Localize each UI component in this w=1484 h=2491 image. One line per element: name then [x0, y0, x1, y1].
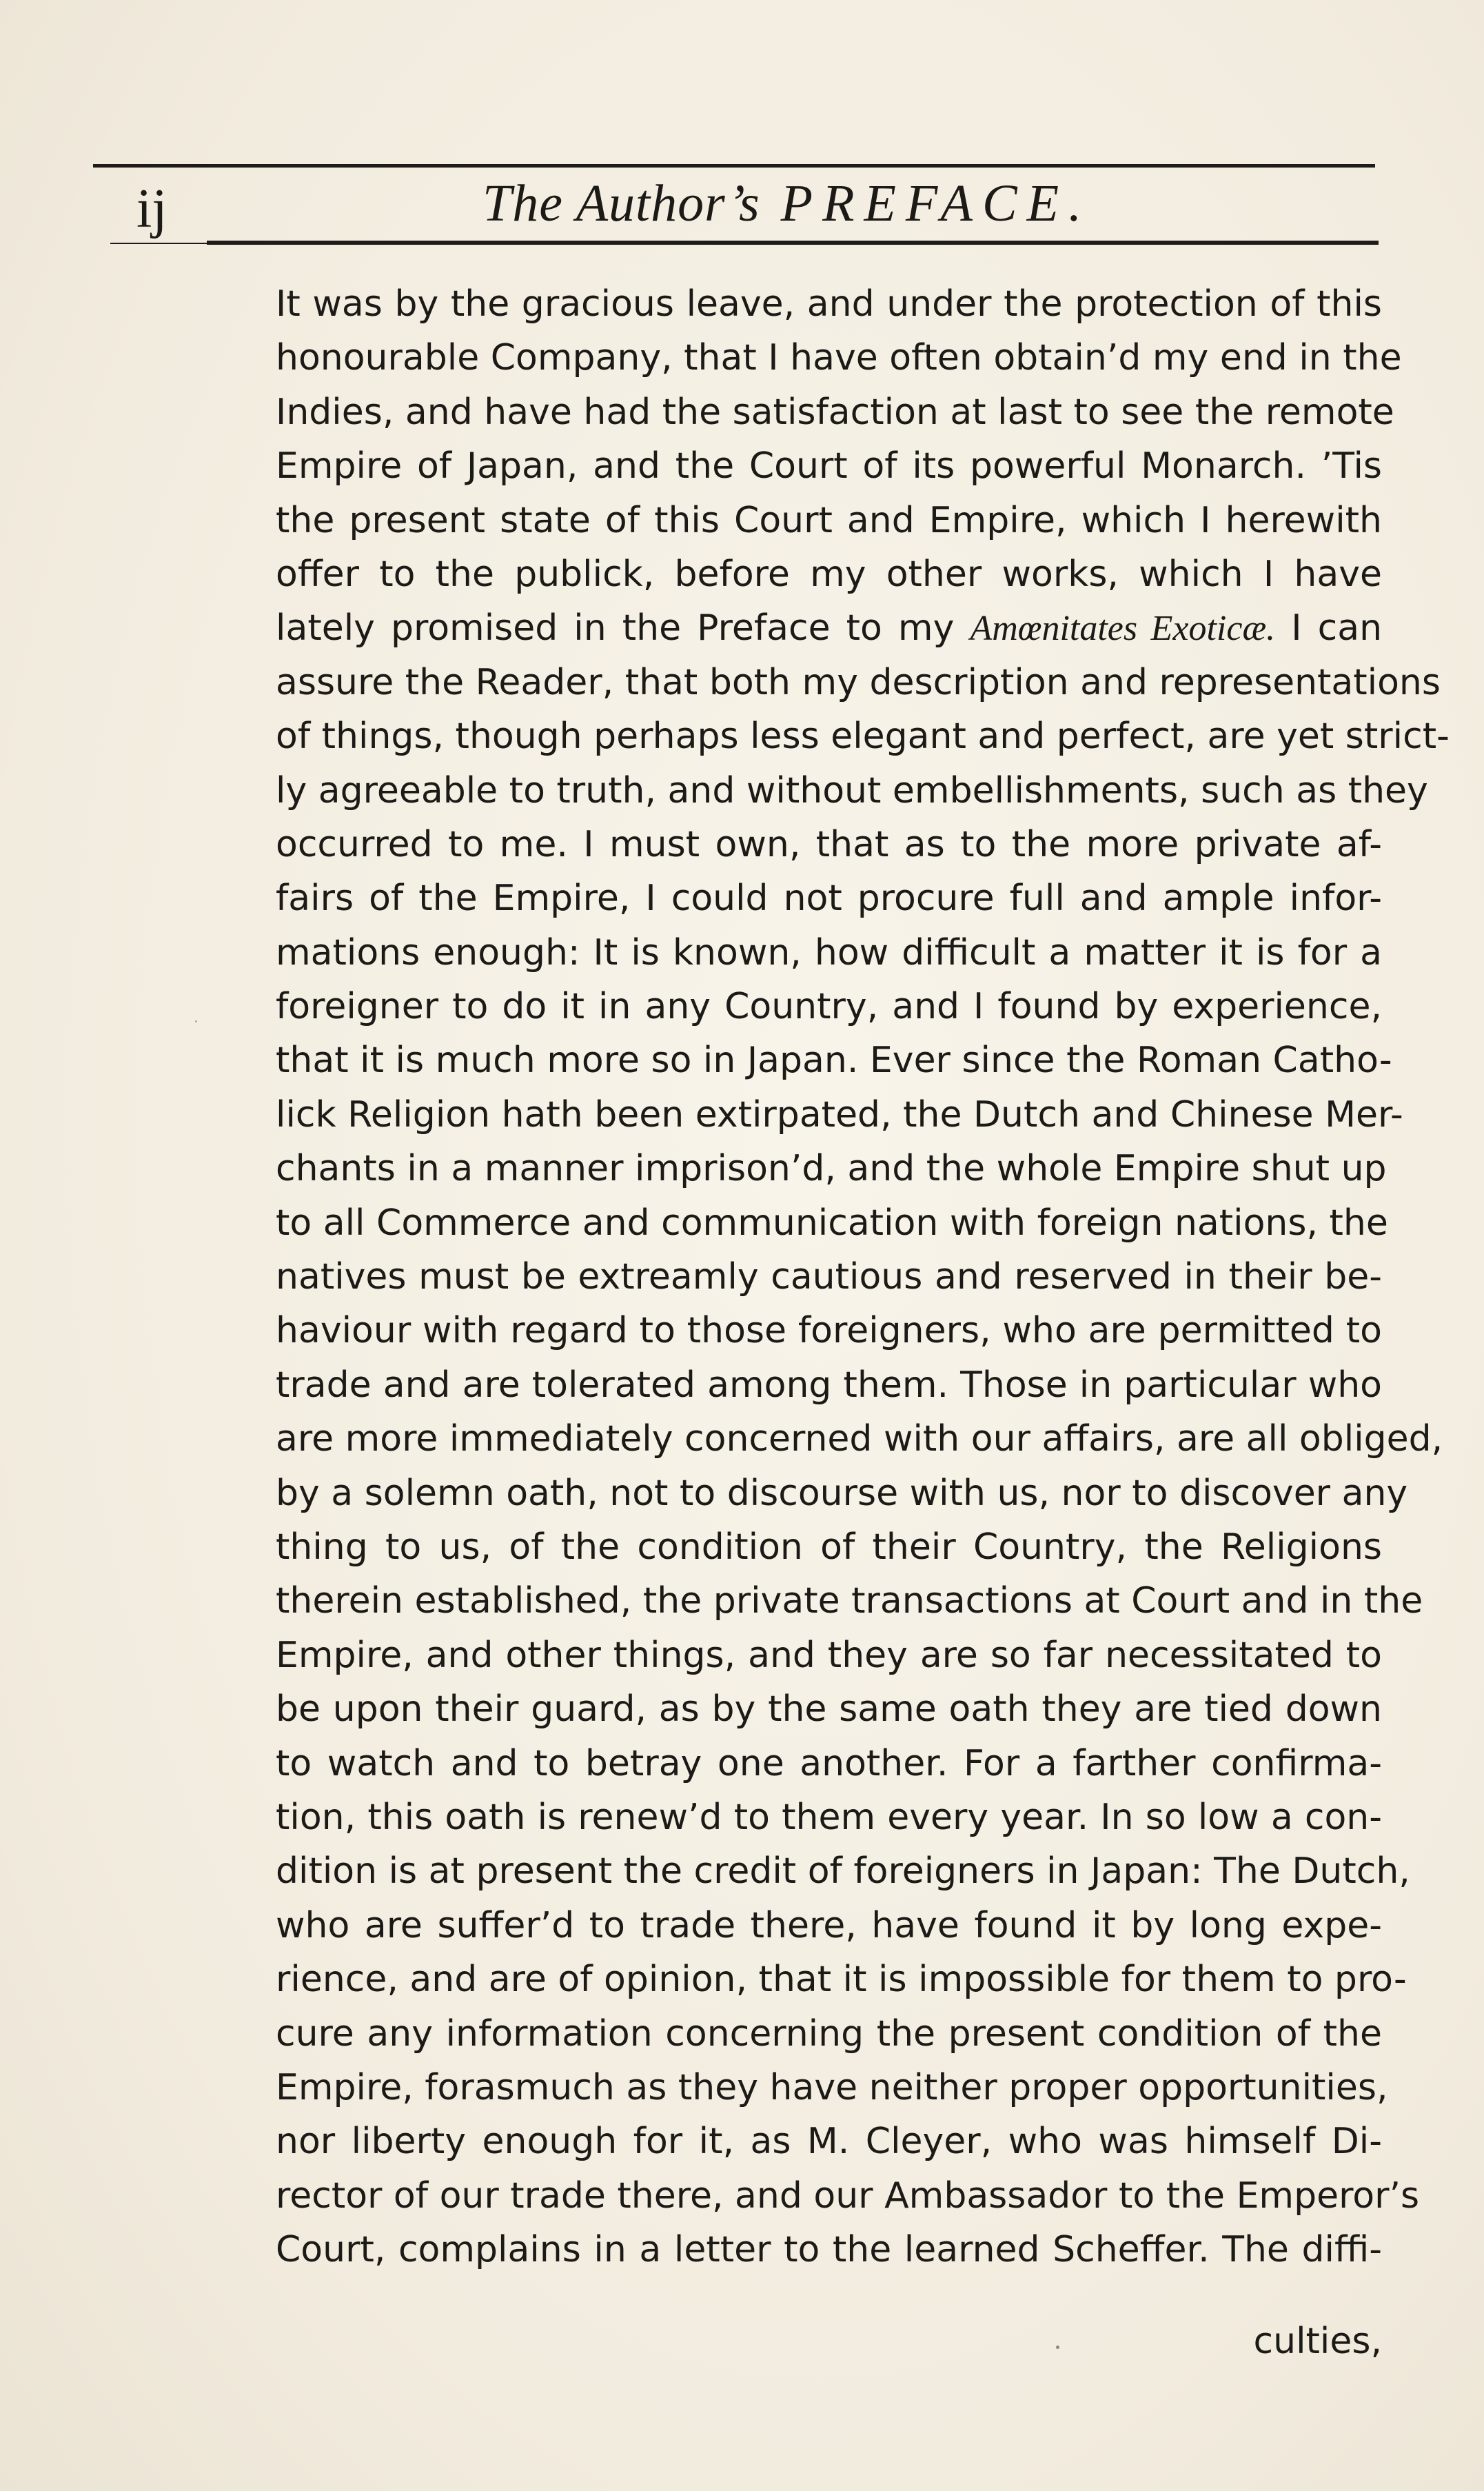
text-segment: I can	[1291, 607, 1383, 649]
text-segment: lately promised in the Preface to my	[276, 607, 955, 649]
text-line: It was by the gracious leave, and under the protection of this	[276, 283, 1382, 325]
book-title-italic: Amœnitates Exoticæ.	[970, 609, 1276, 649]
text-line: the present state of this Court and Empire, which I herewith	[276, 499, 1382, 541]
text-line: that it is much more so in Japan. Ever since the Roman Catho-	[276, 1040, 1392, 1082]
text-line: who are suffer’d to trade there, have found it by long expe-	[276, 1904, 1382, 1946]
text-line: fairs of the Empire, I could not procure full and ample infor-	[276, 878, 1382, 920]
running-head-prefix: The Author’s	[482, 174, 760, 232]
text-line: ly agreeable to truth, and without embellishments, such as they	[276, 769, 1428, 811]
text-line: of things, though perhaps less elegant and perfect, are yet strict-	[276, 716, 1450, 758]
catchword: culties,	[1253, 2321, 1382, 2362]
text-line: Empire of Japan, and the Court of its powerful Monarch. ’Tis	[276, 445, 1382, 487]
text-line: Court, complains in a letter to the learned Scheffer. The diffi-	[276, 2229, 1382, 2271]
text-line: occurred to me. I must own, that as to the more private af-	[276, 823, 1382, 865]
text-line: to all Commerce and communication with foreign nations, the	[276, 1202, 1388, 1244]
text-line: Empire, and other things, and they are so far necessitated to	[276, 1634, 1382, 1676]
paper-speck	[195, 1020, 197, 1022]
text-line: haviour with regard to those foreigners, who are permitted to	[276, 1310, 1382, 1352]
text-line: are more immediately concerned with our affairs, are all obliged,	[276, 1418, 1443, 1460]
text-line: chants in a manner imprison’d, and the whole Empire shut up	[276, 1148, 1387, 1190]
text-line: nor liberty enough for it, as M. Cleyer, who was himself Di-	[276, 2121, 1382, 2163]
text-line: natives must be extreamly cautious and reserved in their be-	[276, 1256, 1382, 1298]
text-line: tion, this oath is renew’d to them every year. In so low a con-	[276, 1796, 1382, 1838]
text-line: trade and are tolerated among them. Those in particular who	[276, 1364, 1382, 1406]
preface-body-text	[276, 277, 1450, 2277]
text-line: mations enough: It is known, how difficult a matter it is for a	[276, 931, 1382, 974]
text-line: offer to the publick, before my other works, which I have	[276, 553, 1382, 595]
text-line: rector of our trade there, and our Ambassador to the Emperor’s	[276, 2175, 1420, 2217]
header-rule-bottom	[207, 241, 1379, 245]
header-rule-bottom-left	[110, 243, 210, 244]
page-number: ij	[136, 179, 167, 239]
text-line: thing to us, of the condition of their Country, the Religions	[276, 1526, 1382, 1568]
text-line: therein established, the private transactions at Court and in the	[276, 1580, 1423, 1622]
header-rule-top	[93, 164, 1375, 168]
running-head-title: PREFACE.	[780, 174, 1092, 232]
text-line: rience, and are of opinion, that it is impossible for them to pro-	[276, 1959, 1407, 2001]
text-line: by a solemn oath, not to discourse with us, nor to discover any	[276, 1472, 1408, 1514]
text-line: foreigner to do it in any Country, and I found by experience,	[276, 986, 1382, 1028]
text-line: honourable Company, that I have often obtain’d my end in the	[276, 337, 1402, 379]
text-line-with-title	[276, 601, 1382, 655]
text-line: Empire, forasmuch as they have neither proper opportunities,	[276, 2066, 1388, 2108]
running-head	[482, 172, 1091, 234]
text-line: assure the Reader, that both my description and representations	[276, 661, 1441, 703]
text-line: to watch and to betray one another. For a farther confirma-	[276, 1742, 1382, 1784]
paper-speck	[1056, 2346, 1059, 2349]
text-line: dition is at present the credit of foreigners in Japan: The Dutch,	[276, 1850, 1410, 1893]
text-line: be upon their guard, as by the same oath they are tied down	[276, 1688, 1382, 1731]
text-line: cure any information concerning the present condition of the	[276, 2013, 1382, 2055]
text-line: lick Religion hath been extirpated, the Dutch and Chinese Mer-	[276, 1093, 1403, 1136]
text-line: Indies, and have had the satisfaction at last to see the remote	[276, 391, 1394, 433]
